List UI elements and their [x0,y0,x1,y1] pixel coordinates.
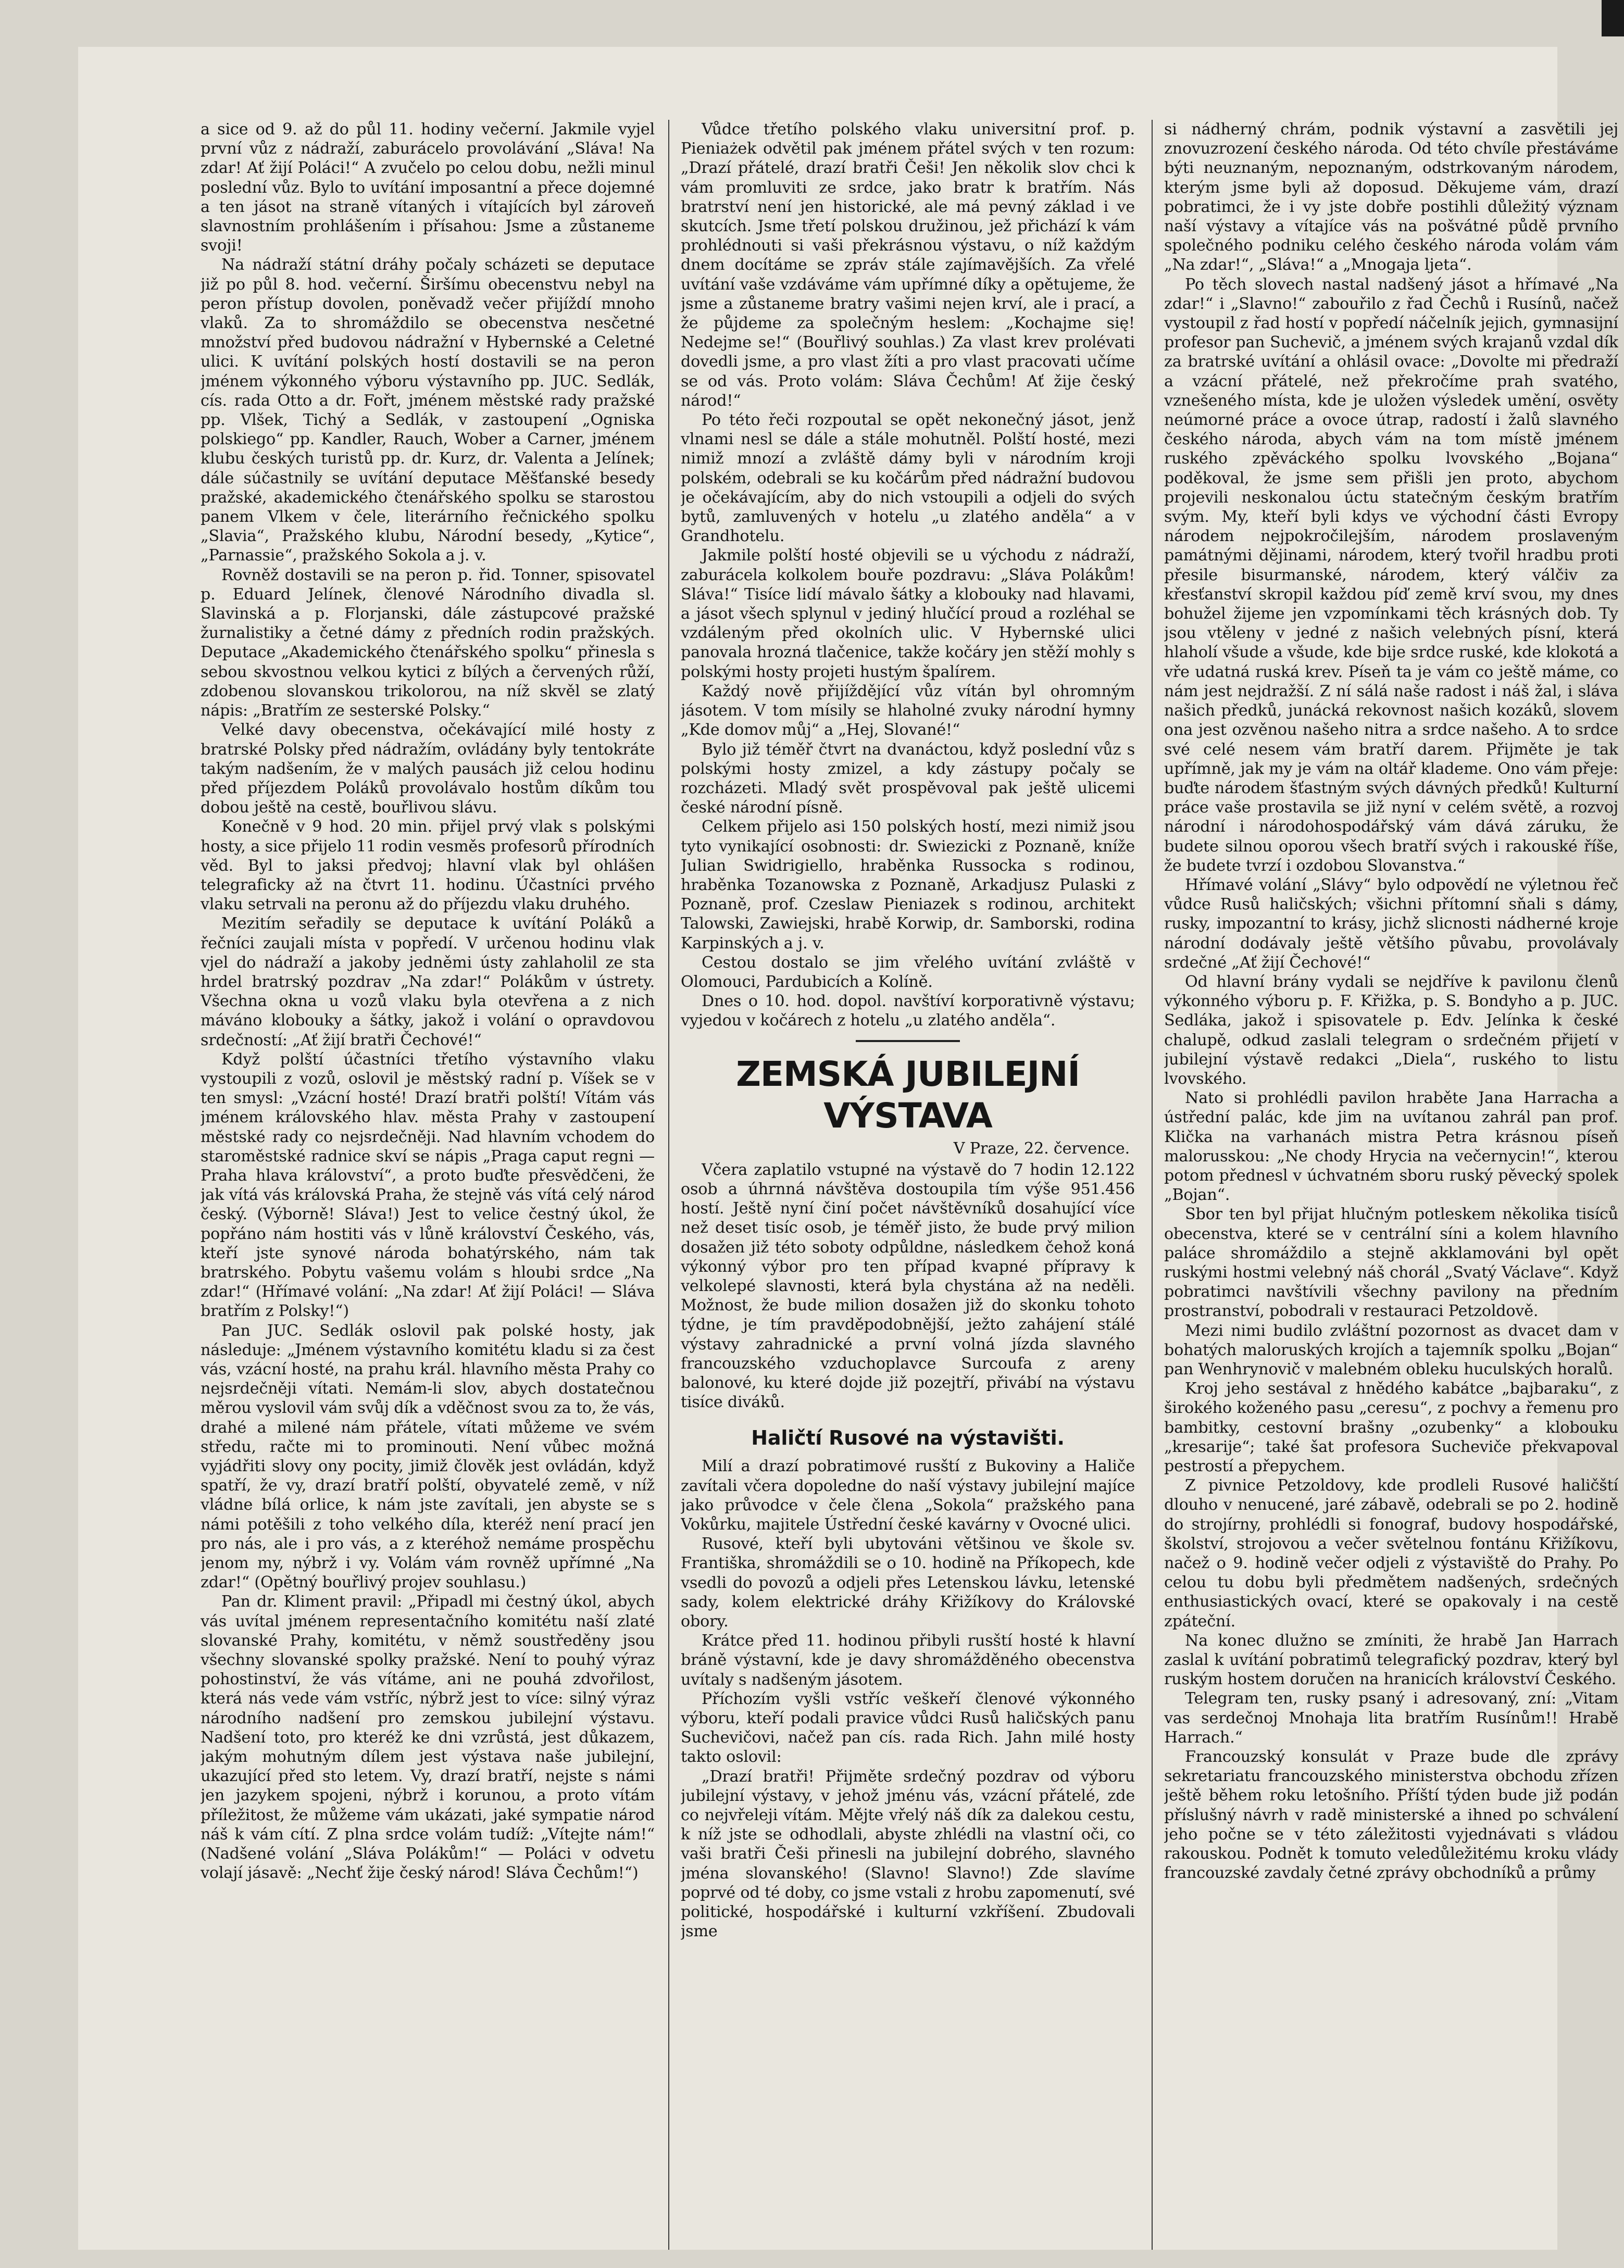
column-rule [668,120,669,2250]
paragraph: Dnes o 10. hod. dopol. navštíví korporativně výstavu; vyjedou v kočárech z hotelu „u zlatého anděla“. [681,992,1135,1030]
paragraph: Sbor ten byl přijat hlučným potleskem několika tisíců obecenstva, které se v centrální síni a kolem hlavního paláce shromáždilo a stejně akklamováni byl opět ruskými hostmi velebný náš chorál „Svatý Václave“. Když pobratimci navštívili všechny pavilony na předním prostranství, pobodrali v restauraci Petzoldově. [1164,1205,1618,1321]
paragraph: Cestou dostalo se jim vřelého uvítání zvláště v Olomouci, Pardubicích a Kolíně. [681,953,1135,991]
paragraph: Mezitím seřadily se deputace k uvítání Poláků a řečníci zaujali místa v popředí. V určenou hodinu vlak vjel do nádraží a jakoby jedněmi ústy zahlaholil ze sta hrdel bratrský pozdrav „Na zdar!“ Polákům v ústrety. Všechna okna u vozů vlaku byla otevřena a z nich máváno klobouky a šátky, jakož i volání o opravdovou srdečností: „Ať žijí bratři Čechové!“ [201,914,655,1049]
column-2 [681,120,1135,2250]
column-3 [1164,120,1618,2250]
section-headline: ZEMSKÁ JUBILEJNÍ VÝSTAVA [736,1054,1080,1136]
scan-corner-mark [1602,0,1624,36]
paragraph: Bylo již téměř čtvrt na dvanáctou, když poslední vůz s polskými hosty zmizel, a kdy zástupy počaly se rozcházeti. Mladý svět prospěvoval pak ještě ulicemi české národní písně. [681,740,1135,817]
paragraph: Rovněž dostavili se na peron p. řid. Tonner, spisovatel p. Eduard Jelínek, členové Národního divadla sl. Slavinská a p. Florjanski, dále zástupcové pražské žurnalistiky a četné dámy z předních rodin pražských. Deputace „Akademického čtenářského spolku“ přinesla s sebou skvostnou velkou kytici z bílých a červených růží, zdobenou slovanskou trikolorou, na níž skvěl se zlatý nápis: „Bratřím ze sesterské Polsky.“ [201,566,655,720]
paragraph: Hřímavé volání „Slávy“ bylo odpovědí ne výletnou řeč vůdce Rusů haličských; všichni přítomní sňali s dámy, rusky, impozantní to krásy, jichž slicnosti nádherné kroje národní dodávaly ještě většího půvabu, provolávaly srdečné „Ať žijí Čechové!“ [1164,875,1618,972]
paragraph: Z pivnice Petzoldovy, kde prodleli Rusové haličští dlouho v nenucené, jaré zábavě, odebrali se po 2. hodině do strojírny, prohlédli si fonograf, budovy hospodářské, školství, strojovou a večer světelnou fontánu Křižíkovu, načež o 9. hodině večer odjeli z výstaviště do Prahy. Po celou tu dobu byli předmětem nadšených, srdečných enthusiastických ovací, které se opakovaly i na cestě zpáteční. [1164,1476,1618,1631]
paragraph: Celkem přijelo asi 150 polských hostí, mezi nimiž jsou tyto vynikající osobnosti: dr. Swiezicki z Poznaně, kníže Julian Swidrigiello, hraběnka Russocka s rodinou, hraběnka Tozanowska z Poznaně, Arkadjusz Pulaski z Poznaně, prof. Czeslaw Pieniazek s rodinou, architekt Talowski, Zawiejski, hrabě Korwip, dr. Samborski, rodina Karpinských a j. v. [681,818,1135,953]
paragraph: Krátce před 11. hodinou přibyli rusští hosté k hlavní bráně výstavní, kde je davy shromážděného obecenstva uvítaly s nadšeným jásotem. [681,1632,1135,1689]
paragraph: Telegram ten, rusky psaný i adresovaný, zní: „Vitam vas serdečnoj Mnohaja lita bratřím Rusínům!! Hrabě Harrach.“ [1164,1689,1618,1747]
paragraph: „Drazí bratři! Přijměte srdečný pozdrav od výboru jubilejní výstavy, v jehož jménu vás, vzácní přátelé, zde co nejvřeleji vítám. Mějte vřelý náš dík za dalekou cestu, k níž jste se odhodlali, abyste zhlédli na vlastní oči, co vaši bratři Češi přinesli na jubilejní dobrého, slavného jména slovanského! (Slavno! Slavno!) Zde slavíme poprvé od té doby, co jsme vstali z hrobu zapomenutí, své politické, hospodářské i kulturní vzkříšení. Zbudovali jsme [681,1767,1135,1941]
section-separator [856,1040,960,1042]
paragraph: Od hlavní brány vydali se nejdříve k pavilonu členů výkonného výboru p. F. Křižka, p. S. Bondyho a p. JUC. Sedláka, jakož i spisovatele p. Edv. Jelínka k české chalupě, odkud zaslali telegram o srdečném přijetí v jubilejní výstavě redakci „Diela“, ruského to listu lvovského. [1164,972,1618,1088]
column-rule [1152,120,1153,2250]
paragraph: a sice od 9. až do půl 11. hodiny večerní. Jakmile vyjel první vůz z nádraží, zaburácelo provolávání „Sláva! Na zdar! Ať žijí Poláci!“ A zvučelo po celou dobu, nežli minul poslední vůz. Bylo to uvítání imposantní a přece dojemné a ten jásot na straně vítaných i vítajících byl zároveň slavnostním prohlášením i přísahou: Jsme a zůstaneme svoji! [201,120,655,255]
paragraph: Jakmile polští hosté objevili se u východu z nádraží, zaburácela kolkolem bouře pozdravu: „Sláva Polákům! Sláva!“ Tisíce lidí mávalo šátky a klobouky nad hlavami, a jásot všech splynul v jediný hlučící proud a rozléhal se vzdáleným před okolních ulic. V Hybernské ulici panovala hrozná tlačenice, takže kočáry jen stěží mohly s polskými hosty projeti hustým špalírem. [681,546,1135,681]
column-1 [201,120,655,2250]
paragraph: Pan dr. Kliment pravil: „Připadl mi čestný úkol, abych vás uvítal jménem representačního komitétu naší zlaté slovanské Prahy, komitétu, v němž soustředěny jsou všechny slovanské spolky pražské. Není to pouhý výraz pohostinství, že vás vítáme, ani ne pouhá zdvořilost, která nás vede vám vstříc, nýbrž jest to více: silný výraz národního nadšení pro zemskou jubilejní výstavu. Nadšení toto, pro kteréž ke dni vzrůstá, jest důkazem, jakým mohutným dílem jest výstava naše jubilejní, ukazující před sto letem. Vy, drazí bratří, nejste s námi jen jazykem spojeni, nýbrž i korunou, a proto vítám příležitost, že můžeme vám ukázati, jaké sympatie národ náš k vám cítí. Z plna srdce volám tudíž: „Vítejte nám!“ (Nadšené volání „Sláva Polákům!“ — Poláci v odvetu volají jásavě: „Nechť žije český národ! Sláva Čechům!“) [201,1593,655,1883]
paragraph: Když polští účastníci třetího výstavního vlaku vystoupili z vozů, oslovil je městský radní p. Víšek se v ten smysl: „Vzácní hosté! Drazí bratři polští! Vítám vás jménem královského hlav. města Prahy v zastoupení městské rady co nejsrdečněji. Nad hlavním vchodem do staroměstské radnice skví se nápis „Praga caput regni — Praha hlava království“, a proto buďte přesvědčeni, že jak vítá vás královská Praha, že stejně vás vítá celý národ český. (Výborně! Sláva!) Jest to velice čestný úkol, že popřáno nám hostiti vás v lůně království Českého, vás, kteří jste synové národa bohatýrského, nám tak bratrského. Pobytu vašemu volám s hloubi srdce „Na zdar!“ (Hřímavé volání: „Na zdar! Ať žijí Poláci! — Sláva bratřím z Polsky!“) [201,1050,655,1321]
paragraph: si nádherný chrám, podnik výstavní a zasvětili jej znovuzrození českého národa. Od této chvíle přestáváme býti neuznaným, nepoznaným, odstrkovaným národem, kterým jsme byli až doposud. Děkujeme vám, drazí pobratimci, že i vy jste dobře postihli důležitý význam naší výstavy a vítajíce vás na pošvátné půdě prvního společného podniku celého českého národa volám vám „Na zdar!“, „Sláva!“ a „Mnogaja ljeta“. [1164,120,1618,274]
paragraph: Nato si prohlédli pavilon hraběte Jana Harracha a ústřední palác, kde jim na uvítanou zahrál pan prof. Klička na varhanách mistra Petra krásnou píseň malorusskou: „Ne chody Hrycia na večernycin!“, kterou potom přednesl v úchvatném sboru ruský pěvecký spolek „Bojan“. [1164,1089,1618,1205]
paragraph: Konečně v 9 hod. 20 min. přijel prvý vlak s polskými hosty, a sice přijelo 11 rodin vesměs profesorů přírodních věd. Byl to jaksi předvoj; hlavní vlak byl ohlášen telegraficky až na čtvrt 11. hodinu. Účastníci prvého vlaku setrvali na peronu až do příjezdu vlaku druhého. [201,818,655,914]
paragraph: Včera zaplatilo vstupné na výstavě do 7 hodin 12.122 osob a úhrnná návštěva dostoupila tím výše 951.456 hostí. Ještě nyní činí počet návštěvníků dosahující více než deset tisíc osob, je téměř jisto, že bude prvý milion dosažen již této soboty odpůldne, následkem čehož koná výkonný výbor pro ten případ kvapné přípravy k velkolepé slavnosti, která byla chystána až na neděli. Možnost, že bude milion dosažen již do skonku tohoto týdne, je tím pravděpodobnější, ježto zahájení stálé výstavy zahradnické a první volná jízda slavného francouzského vzduchoplavce Surcoufa z areny balonové, ku které dojde již pozejtří, přivábí na výstavu tisíce diváků. [681,1160,1135,1412]
paragraph: Po této řeči rozpoutal se opět nekonečný jásot, jenž vlnami nesl se dále a stále mohutněl. Polští hosté, mezi nimiž mnozí a zvláště dámy byli v národním kroji polském, odebrali se ku kočárům před nádražní budovou je očekávajícím, aby do nich vstoupili a odjeli do svých bytů, zamluvených v hotelu „u zlatého anděla“ a v Grandhotelu. [681,411,1135,546]
paragraph: Rusové, kteří byli ubytováni většinou ve škole sv. Františka, shromáždili se o 10. hodině na Příkopech, kde vsedli do povozů a odjeli přes Letenskou lávku, letenské sady, kolem elektrické dráhy Křižíkovy do Královské obory. [681,1535,1135,1631]
paragraph: Francouzský konsulát v Praze bude dle zprávy sekretariatu francouzského ministerstva obchodu zřízen ještě během roku letošního. Příští týden bude již podán příslušný návrh v radě ministerské a ihned po schválení jeho počne se v této záležitosti vyjednávati s vládou rakouskou. Podnět k tomuto veledůležitému kroku vlády francouzské zavdaly četné zprávy obchodníků a průmy [1164,1748,1618,1883]
paragraph: Po těch slovech nastal nadšený jásot a hřímavé „Na zdar!“ i „Slavno!“ zabouřilo z řad Čechů i Rusínů, načež vystoupil z řad hostí v popředí náčelník jejich, gymnasijní profesor pan Suchevič, a jménem svých krajanů vzdal dík za bratrské uvítání a ohlásil ovace: „Dovolte mi předraží a vzácní přátelé, než překročíme prah svatého, vznešeného místa, kde je uložen výsledek umění, osvěty neúmorné práce a ovoce útrap, radostí i žalů slavného českého národa, abych vám na tom místě jménem ruského zpěváckého spolku lvovského „Bojana“ poděkoval, že jsme sem přišli jen proto, abychom projevili neskonalou úctu statečným českým bratřím svým. My, kteří byli kdys ve východní části Evropy národem nejpokročilejším, národem proslaveným památnými dějinami, národem, který tvořil hradbu proti přesile bisurmanské, národem, který válčiv za křesťanství skropil každou píď země krví svou, my dnes bohužel žijeme jen vzpomínkami těch krásných dob. Ty jsou vtěleny v jedné z našich velebných písní, která hlaholí všude a všude, kde bije srdce ruské, kde klokotá a vře udatná ruská krev. Píseň ta je vám co ještě máme, co nám jest nejdražší. Z ní sálá naše radost i náš žal, i sláva našich předků, junácká rekovnost našich kozáků, slovem ona jest ozvěnou našeho nitra a srdce našeho. A to srdce své celé nesem vám bratří darem. Přijměte je tak upřímně, jak my je vám na oltář klademe. Ono vám přeje: buďte národem šťastným svých dávných předků! Kulturní práce vaše prostavila se již nyní v celém světě, a rozvoj národní i národohospodářský vám dává záruku, že budete silnou oporou všech bratří svých i rakouské říše, že budete tvrzí i ozdobou Slovanstva.“ [1164,275,1618,875]
paragraph: Příchozím vyšli vstříc veškeří členové výkonného výboru, kteří podali pravice vůdci Rusů haličských panu Suchevičovi, načež pan cís. rada Rich. Jahn milé hosty takto oslovil: [681,1689,1135,1766]
paragraph: Pan JUC. Sedlák oslovil pak polské hosty, jak následuje: „Jménem výstavního komitétu kladu si za čest vás, vzácní hosté, na prahu král. hlavního města Prahy co nejsrdečněji vítati. Nemám-li slov, abych dostatečnou měrou vyslovil vám svůj dík a vděčnost svou za to, že vás, drahé a milené nám přátele, vítati můžeme ve svém středu, račte mi to prominouti. Není vůbec možná vyjádřiti slovy ony pocity, jimiž člověk jest ovládán, když spatří, že vy, drazí bratří polští, obyvatelé země, v níž vládne bílá orlice, k nám jste zavítali, jen abyste se s námi potěšili z toho velkého díla, kteréž není prací jen pro nás, ale i pro vás, a z kteréhož nemáme prospěchu jenom my, nýbrž i vy. Volám vám rovněž upřímné „Na zdar!“ (Opětný bouřlivý projev souhlasu.) [201,1321,655,1592]
paragraph: Každý nově přijíždějící vůz vítán byl ohromným jásotem. V tom mísily se hlaholné zvuky národní hymny „Kde domov můj“ a „Hej, Slované!“ [681,682,1135,740]
paragraph: Mezi nimi budilo zvláštní pozornost as dvacet dam v bohatých maloruských krojích a tajemník spolku „Bojan“ pan Wenhrynovič v malebném obleku huculských horalů. [1164,1321,1618,1379]
article-subheading: Haličtí Rusové na výstavišti. [751,1426,1065,1450]
newspaper-page [78,47,1618,2250]
text-frame [201,120,1618,2250]
paragraph: Na konec dlužno se zmíniti, že hrabě Jan Harrach zaslal k uvítání pobratimů telegrafický pozdrav, který byl ruským hostem doručen na hranicích království Českého. [1164,1631,1618,1689]
paragraph: Vůdce třetího polského vlaku universitní prof. p. Pieniażek odvětil pak jménem přátel svých v ten rozum: „Drazí přátelé, drazí bratři Češi! Jen několik slov chci k vám promluviti ze srdce, jako bratr k bratřím. Nás bratrství není jen historické, ale má pevný základ i ve skutcích. Jsme třetí polskou družinou, jež přichází k vám prohlédnouti si vaši překrásnou výstavu, o níž každým dnem docítáme se zpráv stále zajímavějších. Za vřelé uvítání vaše vzdáváme vám upřímné díky a opětujeme, že jsme a zůstaneme bratry vašimi nejen krví, ale i prací, a že půjdeme za společným heslem: „Kochajme się! Nedejme se!“ (Bouřlivý souhlas.) Za vlast krev prolévati dovedli jsme, a pro vlast žíti a pro vlast pracovati učíme se od vás. Proto volám: Sláva Čechům! Ať žije český národ!“ [681,120,1135,410]
paragraph: Na nádraží státní dráhy počaly scházeti se deputace již po půl 8. hod. večerní. Širšímu obecenstvu nebyl na peron přístup dovolen, poněvadž večer přijíždí mnoho vlaků. Za to shromáždilo se obecenstva nesčetné množství před budovou nádražní v Hybernské a Celetné ulici. K uvítání polských hostí dostavili se na peron jménem výkonného výboru výstavního pp. JUC. Sedlák, cís. rada Otto a dr. Fořt, jménem městské rady pražské pp. Vlšek, Tichý a Sedlák, v zastoupení „Ogniska polskiego“ pp. Kandler, Rauch, Wober a Carner, jménem klubu českých turistů pp. dr. Kurz, dr. Valenta a Jelínek; dále súčastnily se uvítání deputace Měšťanské besedy pražské, akademického čtenářského spolku se starostou panem Vlkem v čele, literárního řečnického spolku „Slavia“, Pražského klubu, Národní besedy, „Kytice“, „Parnassie“, pražského Sokola a j. v. [201,256,655,565]
dateline: V Praze, 22. července. [953,1139,1130,1158]
paragraph: Kroj jeho sestával z hnědého kabátce „bajbaraku“, z širokého koženého pasu „ceresu“, z pochvy a řemenu pro bambitky, cestovní brašny „ozubenky“ a klobouku „kresarije“; také šat profesora Sucheviče překvapoval pestrostí a přepychem. [1164,1380,1618,1476]
paragraph: Milí a drazí pobratimové rusští z Bukoviny a Haliče zavítali včera dopoledne do naší výstavy jubilejní majíce jako průvodce v čele člena „Sokola“ pražského pana Vokůrku, majitele Ústřední české kavárny v Ovocné ulici. [681,1457,1135,1534]
paragraph: Velké davy obecenstva, očekávající milé hosty z bratrské Polsky před nádražím, ovládány byly tentokráte takým nadšením, že v malých pausách již celou hodinu před příjezdem Poláků provolávalo hostům díkům tou dobou ještě na cestě, bouřlivou slávu. [201,721,655,817]
